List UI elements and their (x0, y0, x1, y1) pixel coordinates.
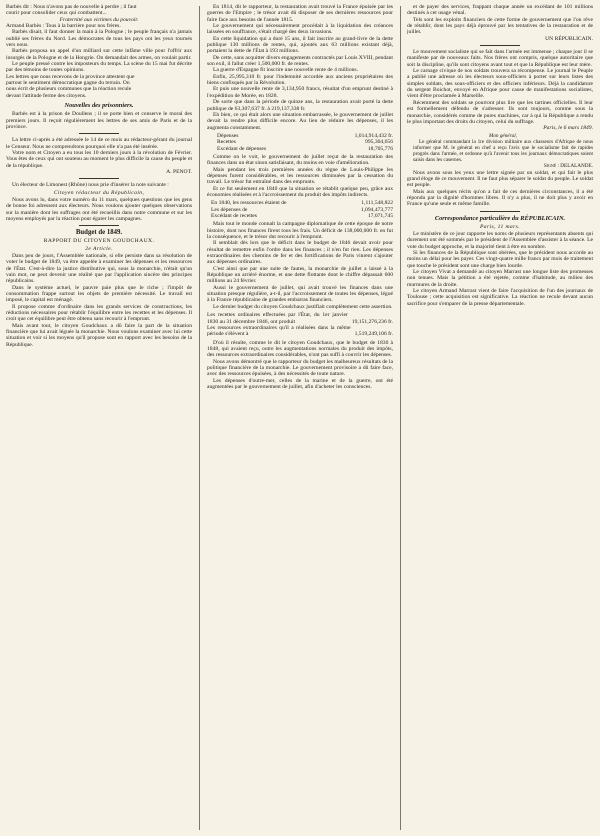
paragraph: Votre nom et Citoyen a eu tous les 10 derniers jours à la révolution de Février. Vous êtes de ceux qui ont soutenu au moment le plus difficile la cause du peuple et de la république. (6, 149, 192, 169)
text-line: courir pour consolider ceux qui combattent... (6, 10, 107, 17)
paragraph: Dans le système actuel, le pauvre paie plus que le riche ; l'impôt de consommation frappe surtout les objets de première nécessité. Le travail est imposé, le capital est ménagé. (6, 284, 192, 304)
row-label: Les dépenses de (211, 206, 248, 213)
paragraph: D'où il résulte, comme le dit le citoyen Goudchaux, que le budget de 1830 à 1848, qui avaient reçu, outre les augmentations normales du produit des impôts, des ressources extraordinaires considérables, n'ont pas suffi à couvrir les dépenses. (207, 339, 393, 359)
dateline: Paris, 11 mars. (479, 223, 521, 230)
paragraph: C'est ainsi que par une suite de fautes, la monarchie de juillet a laissé à la République un arriéré énorme, et une dette flottante dont le chiffre dépassait 600 millions au 24 février. (207, 265, 393, 285)
paragraph: Barbès proposa un appel d'un milliard sur cette infâme ville pour l'offrir aux insurgés de la Pologne et de la Hongrie. On demandait des armes, on voulait partir. (6, 48, 192, 61)
section-heading: Correspondance particulière du RÉPUBLICAIN. (434, 214, 566, 222)
separator (79, 178, 119, 179)
column-right (407, 4, 593, 832)
figures-table (217, 133, 393, 152)
text-line: Barbès dit : Nous n'avons pas de nouvelle à perdre ; il faut (6, 4, 137, 10)
section-subheading: 2e Article. (85, 245, 113, 252)
table-row (211, 213, 393, 219)
signature: Signé : DELALANDE. (543, 162, 593, 169)
dateline: Paris, le 6 mars 1849. (543, 125, 593, 132)
paragraph: Et ce fut seulement en 1840 que la situation se rétablit quelque peu, grâce aux économies réalisées et à l'accroissement du produit des impôts indirects. (207, 185, 393, 198)
row-value: 1,094,473,777 (360, 206, 393, 213)
row-label: Les ressources extraordinaires qu'il a réalisées dans la même période s'élèvent à (207, 324, 351, 338)
paragraph: Nous avons sous les yeux une lettre signée par un soldat, et qui fait le plus grand éloge de ce mouvement. Il ne faut plus séparer le soldat du peuple. Le soldat est peuple. (407, 169, 593, 189)
signature: A. PENOT. (166, 168, 192, 175)
salutation: Mon général, (489, 132, 517, 139)
table-row (217, 146, 393, 152)
paragraph: Nous avons lu, dans votre numéro du 11 mars, quelques questions que les gens de bonne foi adressent aux électeurs. Nous voulons ajouter quelques observations sur la manière dont les suffrages ont été recueillis dans notre commune et sur les moyens employés par la réaction pour égarer les campagnes. (6, 196, 192, 222)
paragraph: Le carnage civique de nos soldats trouvera sa récompense. Le journal le Peuple a publié une adresse où les électeurs sous-officiers à porter sur leurs listes des simples soldats, des sous-officiers et des officiers inférieurs. Déjà la candidature du sergent Boichot, envoyé en Afrique pour cause de manifestations socialistes, vient d'être proclamée à Marseille. (407, 68, 593, 100)
paragraph: Mais tout le monde connaît la campagne diplomatique de cette époque de notre histoire, dont nos finances firent tous les frais. Un déficit de 138,000,000 fr. en fut la conséquence, et le trésor dut recourir à l'emprunt. (207, 221, 393, 241)
text-line: nous écrit de plusieurs communes que la réaction recule (6, 86, 132, 93)
text-line: Les lettres que nous recevons de la province attestent que (6, 73, 135, 80)
row-value: 18,705,776 (367, 145, 393, 152)
paragraph: Mais aux quelques récits qu'on a fait de ces dernières circonstances, il a été répondu par la dignité d'hommes libres. Il n'y a plus, il ne doit plus y avoir en France qu'une seule et même famille. (407, 188, 593, 208)
section-subheading: RAPPORT DU CITOYEN GOUDCHAUX. (43, 238, 155, 245)
row-label: Dépenses (217, 132, 239, 139)
paragraph: Et puis une nouvelle rente de 3,134,950 francs, résultat d'un emprunt destiné à l'expédition de Morée, en 1828. (207, 86, 393, 99)
paragraph: Le peuple pressé contre les imposteurs du temps. La scène du 15 mai fut décrite par des témoins de toutes opinions. (6, 61, 192, 74)
paragraph: Barbès est à la prison de Doullens ; il se porte bien et conserve le moral des premiers jours. Il reçoit régulièrement les lettres de ses amis de Paris et de la province. (6, 111, 192, 130)
separator (480, 211, 520, 212)
row-label: En 1840, les ressources étaient de (211, 200, 287, 207)
paragraph: Le ministère de ce jour rapporte les noms de plusieurs représentants absents qui durement ont été sommés par le président de l'Assemblée d'assister à la séance. Le vote du budget approche, et la majorité tient à être en nombre. (407, 230, 593, 250)
paragraph: Le général commandant la 1re division militaire aux chasseurs d'Afrique de nous informer que M. le général en chef a reçu l'avis que le socialisme fait de rapides progrès dans l'armée, et ordonne qu'à l'avenir tous les journaux démocratiques soient saisis dans les casernes. (413, 138, 593, 163)
paragraph: Le citoyen Vivat a demandé au citoyen Marrast une longue liste des promesses non tenues. Mais la pétition a été rejetée, comme d'habitude, au milieu des murmures de la droite. (407, 269, 593, 288)
paragraph: Il semblait dès lors que le déficit dans le budget de 1846 devait avoir pour résultat de remettre enfin l'ordre dans les finances ; il n'en fut rien. Les dépenses extraordinaires des chemins de fer et des fortifications de Paris vinrent s'ajouter aux dépenses ordinaires. (207, 240, 393, 266)
section-heading: Nouvelles des prisonniers. (64, 102, 134, 110)
signature: UN RÉPUBLICAIN. (545, 35, 593, 42)
paragraph: Si les finances de la République sont obérées, que le président nous accorde au moins un délai pour les payer. Ces vingt-quatre mille francs par mois de traitement que touche le président sont une charge bien lourde. (407, 249, 593, 269)
paragraph: Tels sont les exploits financiers de cette forme de gouvernement que l'on rêve de rétablir, dont les pays déjà éprouvé par les tentatives de la restauration et de juillet. (407, 16, 593, 36)
paragraph: Dans peu de jours, l'Assemblée nationale, si elle persiste dans sa résolution de voter le budget de 1849, va être appelée à examiner les dépenses et les ressources de l'État. C'est-à-dire la justice distributive qui, sous la monarchie, n'était qu'un vain mot, ne peut devenir une réalité que par l'application sincère des principes républicains. (6, 253, 192, 285)
column-left (6, 4, 192, 832)
figures-table (207, 312, 393, 337)
column-rule (199, 6, 200, 830)
quoted-letter (413, 133, 593, 169)
paragraph: La guerre d'Espagne fit inscrire une nouvelle rente de 4 millions. (213, 67, 358, 74)
text-line: Fraternité aux victimes du pouvoir. (59, 16, 139, 23)
row-value: 17,071,745 (367, 213, 393, 219)
paragraph: Le citoyen Armand Marrast vient de faire l'acquisition de l'un des journaux de Toulouse ; cette acquisition est significative. La réaction ne recule devant aucun sacrifice pour s'emparer de la presse départementale. (407, 288, 593, 307)
table-row (207, 312, 393, 325)
text-line: devant l'attitude ferme des citoyens. (6, 92, 87, 99)
table-row (207, 325, 393, 338)
row-label: Excédant de recettes (211, 213, 257, 219)
salutation: Citoyen rédacteur du Républicain, (53, 189, 145, 196)
paragraph: Enfin, 25,995,310 fr. pour l'indemnité accordée aux anciens propriétaires des biens confisqués par la Révolution. (207, 73, 393, 87)
row-value: 19,151,276,236 fr. (351, 318, 393, 325)
paragraph: Le gouvernement qui nécessairement procédait à la liquidation des créances laissées en souffrance, s'était chargé des deux invasions. (207, 23, 393, 36)
separator (480, 45, 520, 46)
paragraph: Récemment des soldats se pourront plus lire que les tartines officielles. Il leur est formellement défendu de s'adresser. Ils sont toujours, comme sous la monarchie, considérés comme de pures machines, car à qui la République a rendu le plus important des droits du citoyen, celui du suffrage. (407, 99, 593, 125)
section-heading: Budget de 1849. (75, 229, 123, 237)
column-middle (207, 4, 393, 832)
paragraph: Les dépenses d'outre-mer, celles de la marine et de la guerre, ont été augmentées par le gouvernement de juillet, afin d'acheter les consciences. (207, 377, 393, 390)
paragraph: Le mouvement socialiste qui se fait dans l'armée est immense ; chaque jour il se manifeste par de nouveaux faits. Nos frères ont compris, quelque autoritaire que soit la discipline, qu'ils sont citoyens avant tout et que la République est leur mère. (407, 49, 593, 68)
text-line: partout le sentiment démocratique gagne du terrain. On (6, 80, 130, 87)
column-rule (400, 6, 401, 830)
paragraph: La lettre ci-après a été adressée le 14 de ce mois au rédacteur-gérant du journal le Censeur. Nous ne comprendrons pourquoi elle n'a pas été insérée. (6, 137, 192, 150)
paragraph: Un électeur de Limonest (Rhône) nous prie d'insérer la note suivante : (12, 182, 169, 189)
paragraph: De sorte que dans la période de quinze ans, la restauration avait porté la dette publique de 63,307,637 fr. à 219,137,338 fr. (207, 99, 393, 112)
paragraph: Nous avons démontré que le rapporteur du budget les malheureux résultats de la politique financière de la monarchie. Le gouvernement provisoire a dû faire face, avec des ressources épuisées, à des nécessités de toute nature. (207, 358, 393, 378)
row-value: 1,519,249,106 fr. (354, 331, 393, 338)
separator (79, 133, 119, 134)
paragraph: Il propose comme d'ordinaire dans les grands services de constructions, les réductions nécessaires pour rétablir l'équilibre entre les recettes et les dépenses. Il croit que cet équilibre peut être obtenu sans recourir à l'emprunt. (6, 303, 192, 323)
paragraph: Eh bien, ce qui était alors une situation embarrassée, le gouvernement de juillet devait la rendre plus difficile encore. Au lieu de réduire les dépenses, il les augmenta constamment. (207, 111, 393, 131)
paragraph: Barbès disait, il faut donner la main à la Pologne ; le peuple français n'a jamais oublié ses frères du Nord. Les démocrates de tous les pays ont les yeux tournés vers nous. (6, 29, 192, 49)
paragraph: Comme on le voit, le gouvernement de juillet reçut de la restauration des finances dans un état sinon satisfaisant, du moins en voie d'amélioration. (207, 153, 393, 167)
text-line: Armand Barbès : Tous à la barrière pour nos frères. (6, 23, 121, 30)
paragraph: Le dernier budget du citoyen Goudchaux justifiait complètement cette assertion. (213, 303, 393, 310)
paragraph: En cette liquidation qui a duré 15 ans, il fait inscrire au grand-livre de la dette publique 130 millions de rentes, qui, ajoutés aux 63 millions existant déjà, portaient la dette de l'État à 193 millions. (207, 35, 393, 55)
paragraph: Aussi le gouvernement de juillet, qui avait trouvé les finances dans une situation presque régulière, a-t-il, par l'accroissement de toutes les dépenses, légué à la France républicaine de grandes embarras financiers. (207, 284, 393, 304)
separator (79, 225, 119, 226)
paragraph: De cette, sans acquitter divers engagements contractés par Louis XVIII, pendant son exil, il fallut créer 1,500,000 fr. de rentes. (207, 54, 393, 68)
figures-table (211, 200, 393, 219)
paragraph: Mais avant tout, le citoyen Goudchaux a dû faire la part de la situation financière que lui avait léguée la monarchie. Nous voulons examiner avec lui cette situation et voir si les moyens qu'il propose sont en rapport avec les besoins de la République. (6, 322, 192, 348)
paragraph: En 1814, dit le rapporteur, la restauration avait trouvé la France épuisée par les guerres de l'Empire ; le trésor avait dû disposer de ses dernières ressources pour faire face aux besoins de l'année 1815. (207, 4, 393, 23)
row-value: 995,304,656 (365, 139, 393, 146)
row-value: 1,111,548,822 (361, 200, 393, 207)
row-label: Excédant de dépenses (217, 145, 267, 152)
row-value: 1,014,914,432 fr. (354, 132, 393, 139)
row-label: Recettes (217, 139, 236, 146)
row-label: Les recettes ordinaires effectuées par l'État, du 1er janvier 1830 au 31 décembre 1846, ont produit (207, 312, 348, 325)
paragraph: et de payer des services, frappant chaque année un excédant de 101 millions destinés à cet usage vénal. (407, 4, 593, 17)
paragraph: Mais pendant les trois premières années du règne de Louis-Philippe les dépenses furent considérables, et les ressources diminuées par la cessation du travail. Le trésor fut entraîné dans des emprunts. (207, 166, 393, 186)
